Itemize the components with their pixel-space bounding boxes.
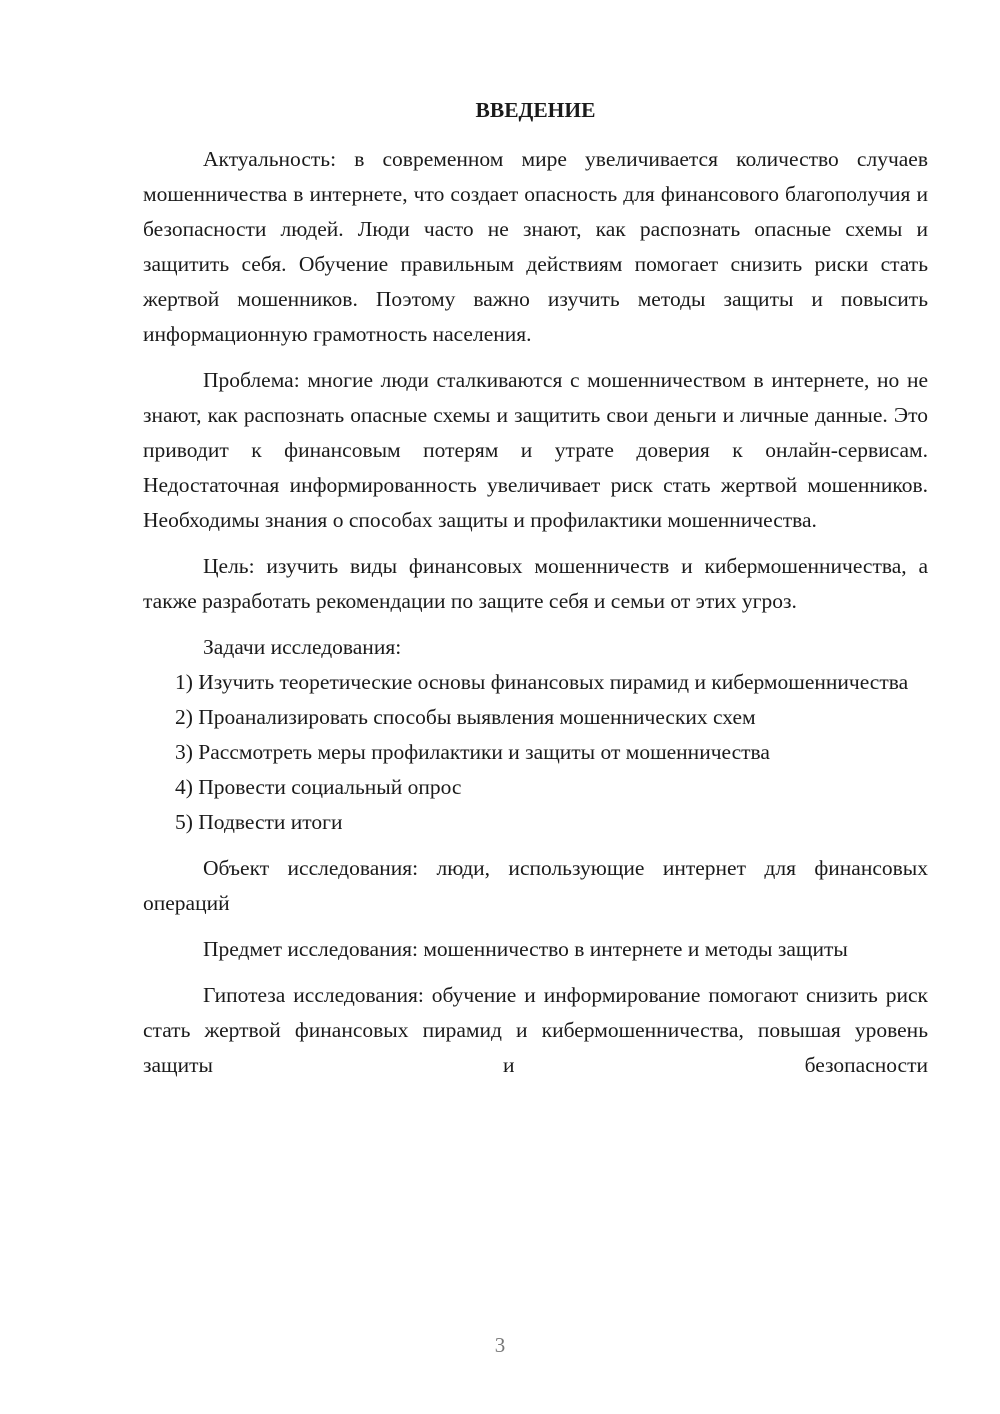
- page-content: [143, 93, 928, 1083]
- task-item-3: 3) Рассмотреть меры профилактики и защиты от мошенничества: [175, 740, 770, 764]
- paragraph-object: Объект исследования: люди, использующие интернет для финансовых операций: [143, 856, 928, 915]
- task-item-5: 5) Подвести итоги: [175, 810, 343, 834]
- paragraph-goal: Цель: изучить виды финансовых мошенничеств и кибермошенничества, а также разработать рекомендации по защите себя и семьи от этих угроз.: [143, 554, 928, 613]
- paragraph-hypothesis: Гипотеза исследования: обучение и информирование помогают снизить риск стать жертвой финансовых пирамид и кибермошенничества, повышая уровень защиты и безопасности: [143, 983, 928, 1077]
- tasks-heading: Задачи исследования:: [203, 635, 402, 659]
- task-item-4: 4) Провести социальный опрос: [175, 775, 462, 799]
- paragraph-relevance: Актуальность: в современном мире увеличивается количество случаев мошенничества в интернете, что создает опасность для финансового благополучия и безопасности людей. Люди часто не знают, как распознать опасные схемы и защитить себя. Обучение правильным действиям помогает снизить риски стать жертвой мошенников. Поэтому важно изучить методы защиты и повысить информационную грамотность населения.: [143, 147, 928, 346]
- paragraph-subject: Предмет исследования: мошенничество в интернете и методы защиты: [203, 937, 848, 961]
- task-item-2: 2) Проанализировать способы выявления мошеннических схем: [175, 705, 756, 729]
- page-number: 3: [494, 1333, 506, 1357]
- paragraph-problem: Проблема: многие люди сталкиваются с мошенничеством в интернете, но не знают, как распознать опасные схемы и защитить свои деньги и личные данные. Это приводит к финансовым потерям и утрате доверия к онлайн-сервисам. Недостаточная информированность увеличивает риск стать жертвой мошенников. Необходимы знания о способах защиты и профилактики мошенничества.: [143, 368, 928, 532]
- section-title: ВВЕДЕНИЕ: [475, 98, 596, 122]
- task-item-1: 1) Изучить теоретические основы финансовых пирамид и кибермошенничества: [175, 670, 909, 694]
